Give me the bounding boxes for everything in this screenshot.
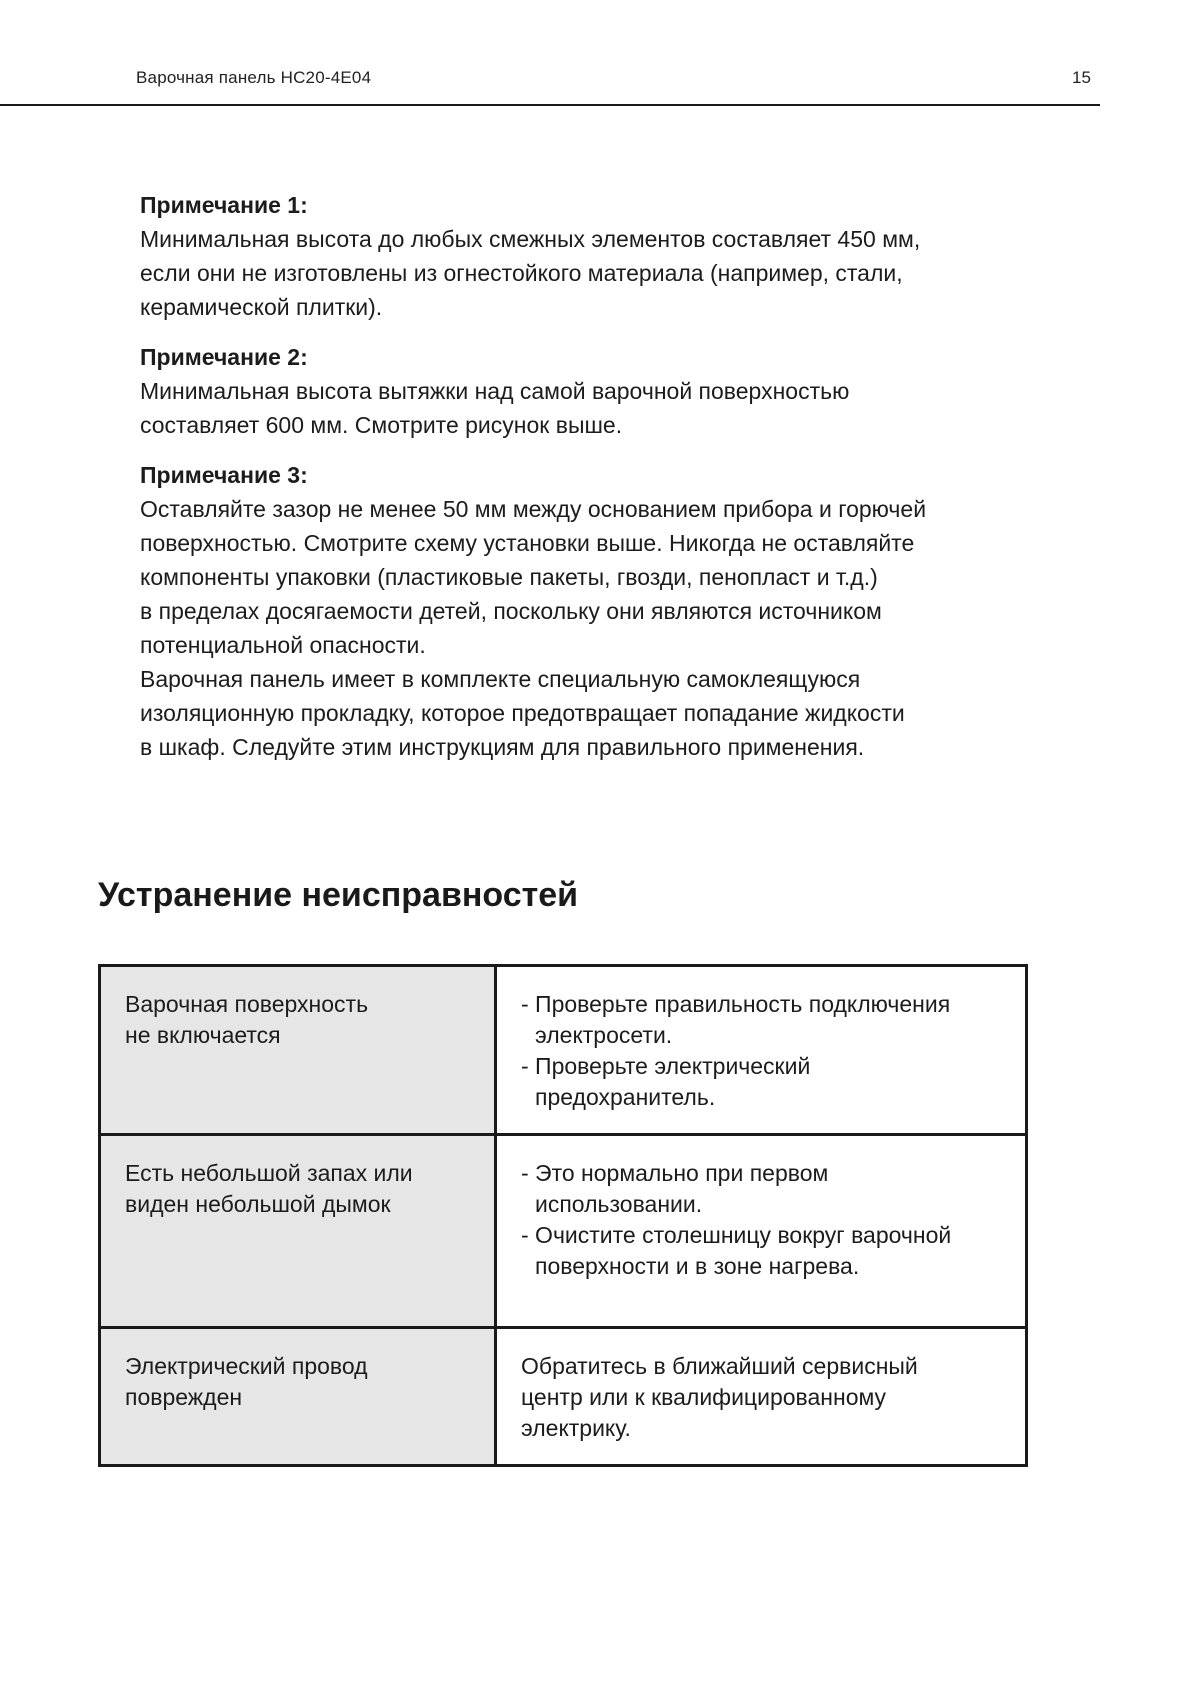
note-line: если они не изготовлены из огнестойкого материала (например, стали,	[140, 260, 903, 286]
problem-line: виден небольшой дымок	[125, 1191, 391, 1217]
problem-line: Варочная поверхность	[125, 991, 369, 1017]
solution-line: - Проверьте электрический	[521, 1053, 811, 1079]
note-line: составляет 600 мм. Смотрите рисунок выше.	[140, 412, 623, 438]
solution-line: - Это нормально при первом	[521, 1160, 829, 1186]
solution-line: электрику.	[521, 1415, 631, 1441]
problem-cell	[100, 1135, 496, 1328]
note-2	[140, 340, 1040, 442]
note-title: Примечание 3:	[140, 462, 308, 488]
note-line: Оставляйте зазор не менее 50 мм между основанием прибора и горючей	[140, 496, 927, 522]
note-line: поверхностью. Смотрите схему установки выше. Никогда не оставляйте	[140, 530, 915, 556]
solution-line: электросети.	[535, 1022, 673, 1048]
table-row	[100, 966, 1027, 1135]
solution-cell	[496, 966, 1027, 1135]
table-row	[100, 1135, 1027, 1328]
note-line: изоляционную прокладку, которое предотвращает попадание жидкости	[140, 700, 905, 726]
problem-line: поврежден	[125, 1384, 243, 1410]
header-divider	[0, 104, 1100, 106]
note-line: в пределах досягаемости детей, поскольку они являются источником	[140, 598, 882, 624]
solution-line: - Проверьте правильность подключения	[521, 991, 951, 1017]
solution-line: предохранитель.	[535, 1084, 716, 1110]
header-title: Варочная панель HC20-4E04	[136, 68, 372, 87]
problem-cell	[100, 1328, 496, 1466]
note-line: Минимальная высота до любых смежных элементов составляет 450 мм,	[140, 226, 921, 252]
troubleshooting-table	[98, 964, 1028, 1467]
problem-cell	[100, 966, 496, 1135]
note-line: потенциальной опасности.	[140, 632, 426, 658]
solution-cell	[496, 1328, 1027, 1466]
solution-line: поверхности и в зоне нагрева.	[535, 1253, 860, 1279]
solution-cell	[496, 1135, 1027, 1328]
solution-line: центр или к квалифицированному	[521, 1384, 887, 1410]
note-1	[140, 188, 1040, 324]
solution-line: - Очистите столешницу вокруг варочной	[521, 1222, 952, 1248]
solution-line: использовании.	[535, 1191, 703, 1217]
problem-line: Электрический провод	[125, 1353, 368, 1379]
note-line: Варочная панель имеет в комплекте специальную самоклеящуюся	[140, 666, 861, 692]
note-title: Примечание 2:	[140, 344, 308, 370]
table-row	[100, 1328, 1027, 1466]
note-line: в шкаф. Следуйте этим инструкциям для правильного применения.	[140, 734, 865, 760]
note-title: Примечание 1:	[140, 192, 308, 218]
note-line: керамической плитки).	[140, 294, 383, 320]
note-line: Минимальная высота вытяжки над самой варочной поверхностью	[140, 378, 850, 404]
note-line: компоненты упаковки (пластиковые пакеты, гвозди, пенопласт и т.д.)	[140, 564, 878, 590]
section-title: Устранение неисправностей	[98, 876, 579, 914]
problem-line: не включается	[125, 1022, 281, 1048]
page-number: 15	[1072, 68, 1091, 87]
note-3	[140, 458, 1040, 764]
problem-line: Есть небольшой запах или	[125, 1160, 413, 1186]
solution-line: Обратитесь в ближайший сервисный	[521, 1353, 918, 1379]
notes-section	[140, 188, 1040, 780]
